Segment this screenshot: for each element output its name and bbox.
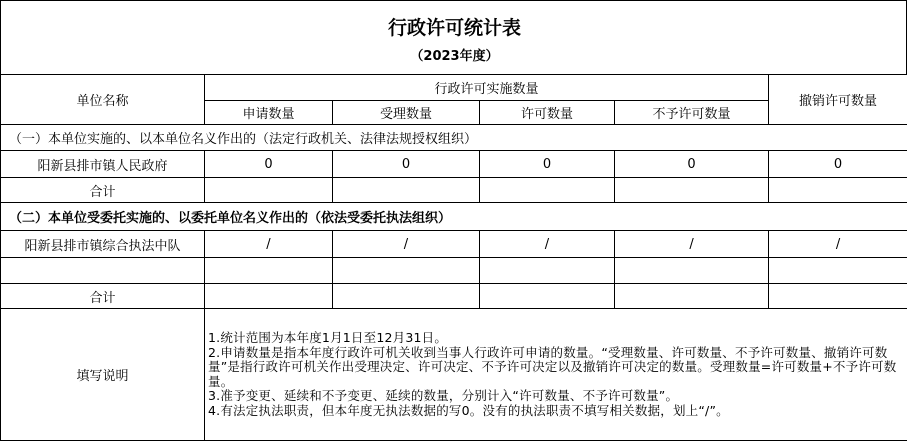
row-permit: 0 (480, 151, 615, 178)
total-label: 合计 (1, 284, 205, 309)
row-accept: / (333, 231, 480, 258)
note-item: 1.统计范围为本年度1月1日至12月31日。 (208, 330, 448, 345)
page-title: 行政许可统计表 (387, 17, 521, 39)
page-subtitle: （2023年度） (410, 49, 499, 64)
empty-cell (1, 258, 205, 284)
total-cell (205, 284, 333, 309)
section2-heading: （二）本单位受委托实施的、以委托单位名义作出的（依法受委托执法组织） (1, 203, 907, 231)
total-row (1, 178, 907, 203)
row-revoke: 0 (769, 151, 907, 178)
total-cell (615, 178, 769, 203)
row-apply: / (205, 231, 333, 258)
statistics-table (0, 74, 907, 441)
title-area (0, 0, 907, 74)
header-revoke: 撤销许可数量 (769, 75, 907, 125)
row-revoke: / (769, 231, 907, 258)
total-cell (205, 178, 333, 203)
table-row (1, 151, 907, 178)
total-cell (480, 284, 615, 309)
row-unit-name: 阳新县排市镇综合执法中队 (1, 231, 205, 258)
total-cell (615, 284, 769, 309)
empty-cell (333, 258, 480, 284)
header-group: 行政许可实施数量 (205, 75, 769, 101)
row-permit: / (480, 231, 615, 258)
empty-cell (480, 258, 615, 284)
total-cell (480, 178, 615, 203)
empty-cell (205, 258, 333, 284)
note-item: 3.准予变更、延续和不予变更、延续的数量，分别计入“许可数量、不予许可数量”。 (208, 388, 679, 403)
table-row (1, 258, 907, 284)
section1-heading: （一）本单位实施的、以本单位名义作出的（法定行政机关、法律法规授权组织） (1, 125, 907, 151)
total-cell (333, 178, 480, 203)
empty-cell (615, 258, 769, 284)
table-row (1, 231, 907, 258)
row-apply: 0 (205, 151, 333, 178)
total-row (1, 284, 907, 309)
total-cell (769, 178, 907, 203)
note-item: 4.有法定执法职责，但本年度无执法数据的写0。没有的执法职责不填写相关数据，划上“/”。 (208, 402, 729, 418)
row-unit-name: 阳新县排市镇人民政府 (1, 151, 205, 178)
empty-cell (769, 258, 907, 284)
header-permit: 许可数量 (480, 101, 615, 125)
row-deny: 0 (615, 151, 769, 178)
row-accept: 0 (333, 151, 480, 178)
header-accept: 受理数量 (333, 101, 480, 125)
total-cell (333, 284, 480, 309)
row-deny: / (615, 231, 769, 258)
notes-content (205, 309, 907, 441)
total-label: 合计 (1, 178, 205, 203)
note-item: 2.申请数量是指本年度行政许可机关收到当事人行政许可申请的数量。“受理数量、许可数量、不予许可数量、撤销许可数量”是指行政许可机关作出受理决定、许可决定、不予许可决定以及撤销许可决定的数量。受理数量=许可数量+不予许可数量。 (208, 344, 897, 389)
total-cell (769, 284, 907, 309)
header-unit-name: 单位名称 (1, 75, 205, 125)
header-deny: 不予许可数量 (615, 101, 769, 125)
header-apply: 申请数量 (205, 101, 333, 125)
notes-label: 填写说明 (1, 309, 205, 441)
